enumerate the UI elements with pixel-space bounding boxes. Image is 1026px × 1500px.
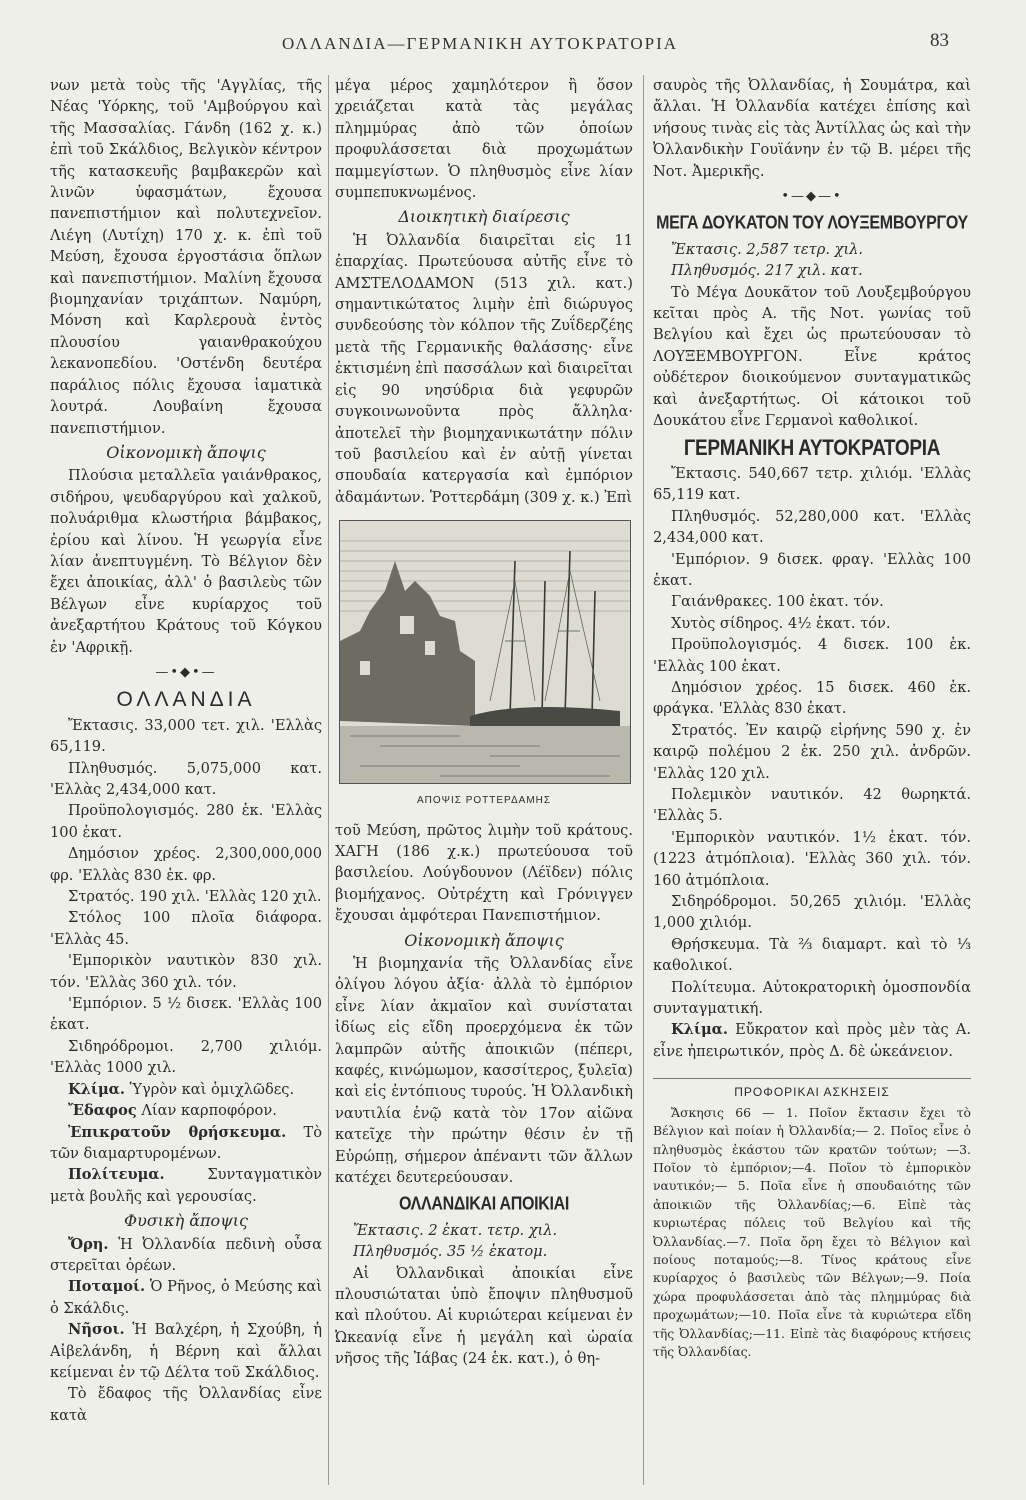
- germany-stat: Πολεμικὸν ναυτικόν. 42 θωρηκτά. 'Ελλὰς 5.: [653, 786, 971, 825]
- holland-stat: Προϋπολογισμός. 280 ἑκ. 'Ελλὰς 100 ἑκατ.: [50, 802, 322, 841]
- government-text: Συνταγματικὸν μετὰ βουλῆς καὶ γερουσίας.: [50, 1166, 322, 1205]
- climate-label: Κλίμα.: [68, 1080, 125, 1098]
- belgium-economy-text: Πλούσια μεταλλεῖα γαιάνθρακος, σιδήρου, ψευδαργύρου καὶ χαλκοῦ, πολυάριθμα κλωστήρια βάμβακος, ἐρίου καὶ λίνου. Ἡ γεωργία εἶνε λίαν ἀνεπτυγμένη. Τὸ Βέλγιον δὲν ἔχει ἀποικίας, ἀλλ' ὁ βασιλεὺς τῶν Βέλγων εἶνε κυρίαρχος τοῦ ἀνεξαρτήτου Κράτους τοῦ Κόγκου ἐν 'Αφρικῇ.: [50, 467, 322, 656]
- luxembourg-text: Τὸ Μέγα Δουκᾶτον τοῦ Λουξεμβούργου κεῖται πρὸς Α. τῆς Νοτ. γωνίας τοῦ Βελγίου καὶ ἔχει ὡς πρωτεύουσαν τὸ ΛΟΥΞΕΜΒΟΥΡΓΟΝ. Εἶνε κράτος οὐδέτερον διοικούμενον συνταγματικῶς καὶ ἀνεξαρτήτως. Οἱ κάτοικοι τοῦ Δουκάτου εἶνε Γερμανοὶ καθολικοί.: [653, 283, 971, 430]
- islands-entry: [50, 1319, 322, 1383]
- holland-economy-text: Ἡ βιομηχανία τῆς Ὀλλανδίας εἶνε ὀλίγου λόγου ἀξία· ἀλλὰ τὸ ἐμπόριον εἶνε λίαν ἀκμαῖον καὶ συνίσταται ἰδίως εἰς εἴδη προερχόμενα ἐκ τῶν λαμπρῶν αὐτῆς ἀποικιῶν (πέπερι, καφές, κινώμωμον, κασσίτερος, ξυλεῖα) καὶ εἰς ἐντόπιους τυρούς. Ἡ Ὀλλανδικὴ ναυτιλία ἐνῷ κατὰ τὸν 17ον αἰῶνα κατεῖχε τὴν πρώτην θέσιν ἐν τῇ Εὐρώπῃ, σήμερον ἀπέναντι τῶν ἄλλων κατέχει δευτερεύουσαν.: [335, 954, 633, 1187]
- religion-text: Τὸ τῶν διαμαρτυρομένων.: [50, 1123, 322, 1162]
- rotterdam-engraving: [339, 520, 631, 784]
- government-entry: [50, 1164, 322, 1207]
- colonies-stat: Ἔκτασις. 2 ἑκατ. τετρ. χιλ.: [353, 1221, 558, 1239]
- column-left: [50, 75, 322, 1485]
- section-title-physical: Φυσικὴ ἄποψις: [124, 1211, 248, 1231]
- soil-continuation-text: Τὸ ἔδαφος τῆς Ὀλλανδίας εἶνε κατὰ: [50, 1385, 322, 1424]
- holland-stat: Πληθυσμός. 5,075,000 κατ. 'Ελλὰς 2,434,000 κατ.: [50, 759, 322, 798]
- column-right: [653, 75, 971, 1485]
- exercises-text: Ἄσκησις 66 — 1. Ποῖον ἔκτασιν ἔχει τὸ Βέλγιον καὶ ποίαν ἡ Ὀλλανδία;— 2. Ποῖος εἶνε ὁ πληθυσμὸς ἑκάστου τῶν κρατῶν τούτων; —3. Ποῖον τὸ ἐμπόριον;—4. Ποῖον τὸ ἐμπορικὸν ναυτικόν;— 5. Ποῖα εἶνε ἡ σπουδαιότης τῶν ἀποικιῶν τῆς Ὀλλανδίας;—6. Εἰπὲ τὰς κυριωτέρας πόλεις τοῦ Βελγίου καὶ τῆς Ὀλλανδίας.—7. Ποῖα ὄρη ἔχει τὸ Βέλγιον καὶ ποίους ποταμούς;—8. Τίνος κράτους εἶνε κυρίαρχος ὁ βασιλεὺς τῶν Βέλγων;—9. Ποία χώρα προφυλάσσεται ἀπὸ τὰς πλημμύρας διὰ προχωμάτων;—10. Ποῖα εἶνε τὰ κυριώτερα εἴδη τῆς Ὀλλανδίας;—11. Εἰπὲ τὰς διαφόρους κτήσεις τῆς Ὀλλανδίας.: [653, 1104, 971, 1359]
- running-title: ΟΛΛΑΝΔΙΑ—ΓΕΡΜΑΝΙΚΗ ΑΥΤΟΚΡΑΤΟΡΙΑ: [281, 34, 679, 53]
- holland-stat: 'Εμπορικὸν ναυτικὸν 830 χιλ. τόν. 'Ελλὰς 360 χιλ. τόν.: [50, 952, 322, 991]
- germany-stat: Προϋπολογισμός. 4 δισεκ. 100 ἑκ. 'Ελλὰς 100 ἑκατ.: [653, 636, 971, 675]
- holland-terrain-text: μέγα μέρος χαμηλότερον ἢ ὅσον χρειάζεται κατὰ τὰς μεγάλας πλημμύρας ἀπὸ τῶν ὁποίων προφυλάσσεται διὰ προχωμάτων παμμεγίστων. Ὁ πληθυσμὸς εἶνε λίαν συμπεπυκνωμένος.: [335, 77, 633, 202]
- rivers-text: Ὁ Ρῆνος, ὁ Μεύσης καὶ ὁ Σκάλδις.: [50, 1278, 322, 1317]
- soil-label: Ἔδαφος: [68, 1102, 137, 1120]
- image-caption: ΑΠΟΨΙΣ ΡΟΤΤΕΡΔΑΜΗΣ: [416, 795, 552, 807]
- ornament-divider: •—◆—•: [781, 189, 843, 205]
- islands-label: Νῆσοι.: [68, 1321, 125, 1339]
- germany-stat: Σιδηρόδρομοι. 50,265 χιλιόμ. 'Ελλὰς 1,000 χιλιόμ.: [653, 893, 971, 932]
- germany-stat: Ἔκτασις. 540,667 τετρ. χιλιόμ. 'Ελλὰς 65,119 κατ.: [653, 464, 971, 504]
- germany-stat: Γαιάνθρακες. 100 ἑκατ. τόν.: [671, 593, 884, 611]
- mountains-label: Ὄρη.: [68, 1235, 109, 1253]
- colonies-text: Αἱ Ὀλλανδικαὶ ἀποικίαι εἶνε πλουσιώταται ὑπὸ ἔποψιν πληθυσμοῦ καὶ πλούτου. Αἱ κυριώτεραι κείμεναι ἐν Ὠκεανίᾳ εἶνε ἡ μεγάλη καὶ ὡραία νῆσος τῆς Ἰάβας (24 ἑκ. κατ.), ὁ θη-: [335, 1264, 633, 1368]
- germany-stat: Πληθυσμός. 52,280,000 κατ. 'Ελλὰς 2,434,000 κατ.: [653, 507, 971, 547]
- germany-stat: 'Εμπόριον. 9 δισεκ. φραγ. 'Ελλὰς 100 ἑκατ.: [653, 550, 971, 589]
- mountains-text: Ἡ Ὀλλανδία πεδινὴ οὖσα στερεῖται ὀρέων.: [50, 1235, 322, 1274]
- german-empire-title: ΓΕΡΜΑΝΙΚΗ ΑΥΤΟΚΡΑΤΟΡΙΑ: [683, 435, 941, 461]
- column-middle: [335, 75, 633, 1485]
- page-number: 83: [930, 30, 949, 51]
- column-divider-2: [643, 75, 644, 1485]
- luxembourg-stat: Πληθυσμός. 217 χιλ. κατ.: [671, 262, 863, 280]
- colonies-continuation-text: σαυρὸς τῆς Ὀλλανδίας, ἡ Σουμάτρα, καὶ ἄλλαι. Ἡ Ὀλλανδία κατέχει ἐπίσης καὶ νήσους τινὰς εἰς τὰς Ἀντίλλας ὡς καὶ τὴν Ὀλλανδικὴν Γουϊάνην ἐν τῷ Β. μέρει τῆς Νοτ. Ἀμερικῆς.: [653, 77, 971, 180]
- germany-stat: Στρατός. Ἐν καιρῷ εἰρήνης 590 χ. ἐν καιρῷ πολέμου 2 ἑκ. 250 χιλ. ἀνδρῶν. 'Ελλὰς 120 χιλ.: [653, 721, 971, 782]
- page-header: [0, 30, 1026, 58]
- religion-label: Ἐπικρατοῦν θρήσκευμα.: [68, 1123, 287, 1141]
- luxembourg-stat: Ἔκτασις. 2,587 τετρ. χιλ.: [671, 240, 864, 258]
- section-title-administrative: Διοικητικὴ διαίρεσις: [398, 207, 570, 227]
- oral-exercises-box: [653, 1078, 971, 1361]
- climate-entry: [653, 1019, 971, 1062]
- rotterdam-harbor-illustration: [340, 521, 630, 783]
- islands-text: Ἡ Βαλχέρη, ἡ Σχούβη, ἡ Αἰβελάνδη, ἡ Βέρνη καὶ ἄλλαι κείμεναι ἐν τῷ Δέλτα τοῦ Σκάλδιος.: [50, 1321, 322, 1381]
- holland-title: ΟΛΛΑΝΔΙΑ: [116, 688, 256, 712]
- climate-entry: [50, 1079, 322, 1100]
- colonies-title: ΟΛΛΑΝΔΙΚΑΙ ΑΠΟΙΚΙΑΙ: [398, 1195, 570, 1215]
- government-label: Πολίτευμα.: [68, 1166, 165, 1184]
- holland-stat: Στρατός. 190 χιλ. 'Ελλὰς 120 χιλ.: [68, 888, 322, 906]
- germany-stat: Χυτὸς σίδηρος. 4½ ἑκατ. τόν.: [671, 614, 891, 632]
- section-title-economic: Οἰκονομικὴ ἄποψις: [404, 930, 564, 950]
- belgium-cities-text: νων μετὰ τοὺς τῆς 'Αγγλίας, τῆς Νέας 'Υόρκης, τοῦ 'Αμβούργου καὶ τῆς Μασσαλίας. Γάνδη (162 χ. κ.) ἐπὶ τοῦ Σκάλδιος, Βελγικὸν κέντρον τῆς κατασκευῆς βαμβακερῶν καὶ λινῶν ὑφασμάτων, ἔχουσα πανεπιστήμιον καὶ πολυτεχνεῖον. Λιέγη (Λυτίχη) 170 χ. κ. ἐπὶ τοῦ Μεύση, ἔχουσα ἐργοστάσια ὅπλων καὶ πανεπιστήμιον. Μαλίνη ἔχουσα βιομηχανίαν τριχάπτων. Ναμύρη, Μόνση καὶ Καρλερουὰ ἐντὸς πλουσίου γαιανθρακούχου λεκανοπεδίου. 'Οστένδη δευτέρα παράλιος πόλις ἔχουσα ἰαματικὰ λουτρά. Λουβαίνη ἔχουσα πανεπιστήμιον.: [50, 77, 322, 437]
- germany-stat: 'Εμπορικὸν ναυτικόν. 1½ ἑκατ. τόν. (1223 ἀτμόπλοια). 'Ελλὰς 360 χιλ. τόν. 160 ἀτμόπλοια.: [653, 828, 971, 889]
- climate-text: Ὑγρὸν καὶ ὁμιχλῶδες.: [129, 1080, 295, 1098]
- germany-stat: Πολίτευμα. Αὐτοκρατορικὴ ὁμοσπονδία συνταγματική.: [653, 978, 971, 1018]
- germany-stat: Δημόσιον χρέος. 15 δισεκ. 460 ἑκ. φράγκα. 'Ελλὰς 830 ἑκατ.: [653, 678, 971, 718]
- ornament-divider: —•◆•—: [155, 664, 217, 680]
- climate-label: Κλίμα.: [671, 1021, 728, 1039]
- climate-text: Εὔκρατον καὶ πρὸς μὲν τὰς Α. εἶνε ἠπειρωτικόν, πρὸς Δ. δὲ ὠκεάνειον.: [653, 1021, 971, 1060]
- soil-text: Λίαν καρποφόρον.: [141, 1102, 277, 1120]
- holland-stat: 'Εμπόριον. 5 ½ δισεκ. 'Ελλὰς 100 ἑκατ.: [50, 995, 322, 1034]
- holland-stat: Σιδηρόδρομοι. 2,700 χιλιόμ. 'Ελλὰς 1000 χιλ.: [50, 1037, 322, 1077]
- soil-entry: [50, 1100, 322, 1121]
- colonies-stat: Πληθυσμός. 35 ½ ἑκατομ.: [353, 1243, 548, 1261]
- mountains-entry: [50, 1234, 322, 1277]
- holland-admin-text: Ἡ Ὀλλανδία διαιρεῖται εἰς 11 ἐπαρχίας. Πρωτεύουσα αὐτῆς εἶνε τὸ ΑΜΣΤΕΛΟΔΑΜΟΝ (513 χιλ. κατ.) σημαντικώτατος λιμὴν ἐπὶ διώρυγος συνδεούσης τὸν κόλπον τῆς Ζυΐδερζέης μετὰ τῆς Γερμανικῆς θαλάσσης· εἶνε ἐκτισμένη ἐπὶ πασσάλων καὶ διαιρεῖται εἰς 90 νησύδρια διὰ γεφυρῶν συγκοινωνοῦντα πρὸς ἄλληλα· ἀποτελεῖ τὴν βιομηχανικωτάτην πόλιν τοῦ βασιλείου καὶ ἐν αὐτῇ γίνεται σπουδαία κατεργασία καὶ ἐμπόριον ἀδαμάντων. Ῥοττερδάμη (309 χ. κ.) Ἐπὶ: [335, 231, 633, 506]
- holland-stat: Στόλος 100 πλοῖα διάφορα. 'Ελλὰς 45.: [50, 909, 322, 948]
- rivers-entry: [50, 1276, 322, 1319]
- rivers-label: Ποταμοί.: [68, 1278, 146, 1296]
- religion-entry: [50, 1122, 322, 1165]
- exercises-title: ΠΡΟΦΟΡΙΚΑΙ ΑΣΚΗΣΕΙΣ: [734, 1085, 890, 1100]
- germany-stat: Θρήσκευμα. Τὰ ⅔ διαμαρτ. καὶ τὸ ⅓ καθολικοί.: [653, 935, 971, 975]
- holland-stat: Ἔκτασις. 33,000 τετ. χιλ. 'Ελλὰς 65,119.: [50, 716, 322, 756]
- holland-cities-text: τοῦ Μεύση, πρῶτος λιμὴν τοῦ κράτους. ΧΑΓΗ (186 χ.κ.) πρωτεύουσα τοῦ βασιλείου. Λούγδουνον (Λέϊδεν) πόλις βιομήχανος. Οὐτρέχτη καὶ Γρόνιγγεν ἔχουσαι ἀμφότεραι Πανεπιστήμιον.: [335, 821, 633, 925]
- section-title-economic: Οἰκονομικὴ ἄποψις: [106, 442, 266, 462]
- column-divider-1: [328, 75, 329, 1485]
- luxembourg-title: ΜΕΓΑ ΔΟΥΚΑΤΟΝ ΤΟΥ ΛΟΥΞΕΜΒΟΥΡΓΟΥ: [656, 214, 968, 234]
- holland-stat: Δημόσιον χρέος. 2,300,000,000 φρ. 'Ελλὰς 830 ἑκ. φρ.: [50, 845, 322, 884]
